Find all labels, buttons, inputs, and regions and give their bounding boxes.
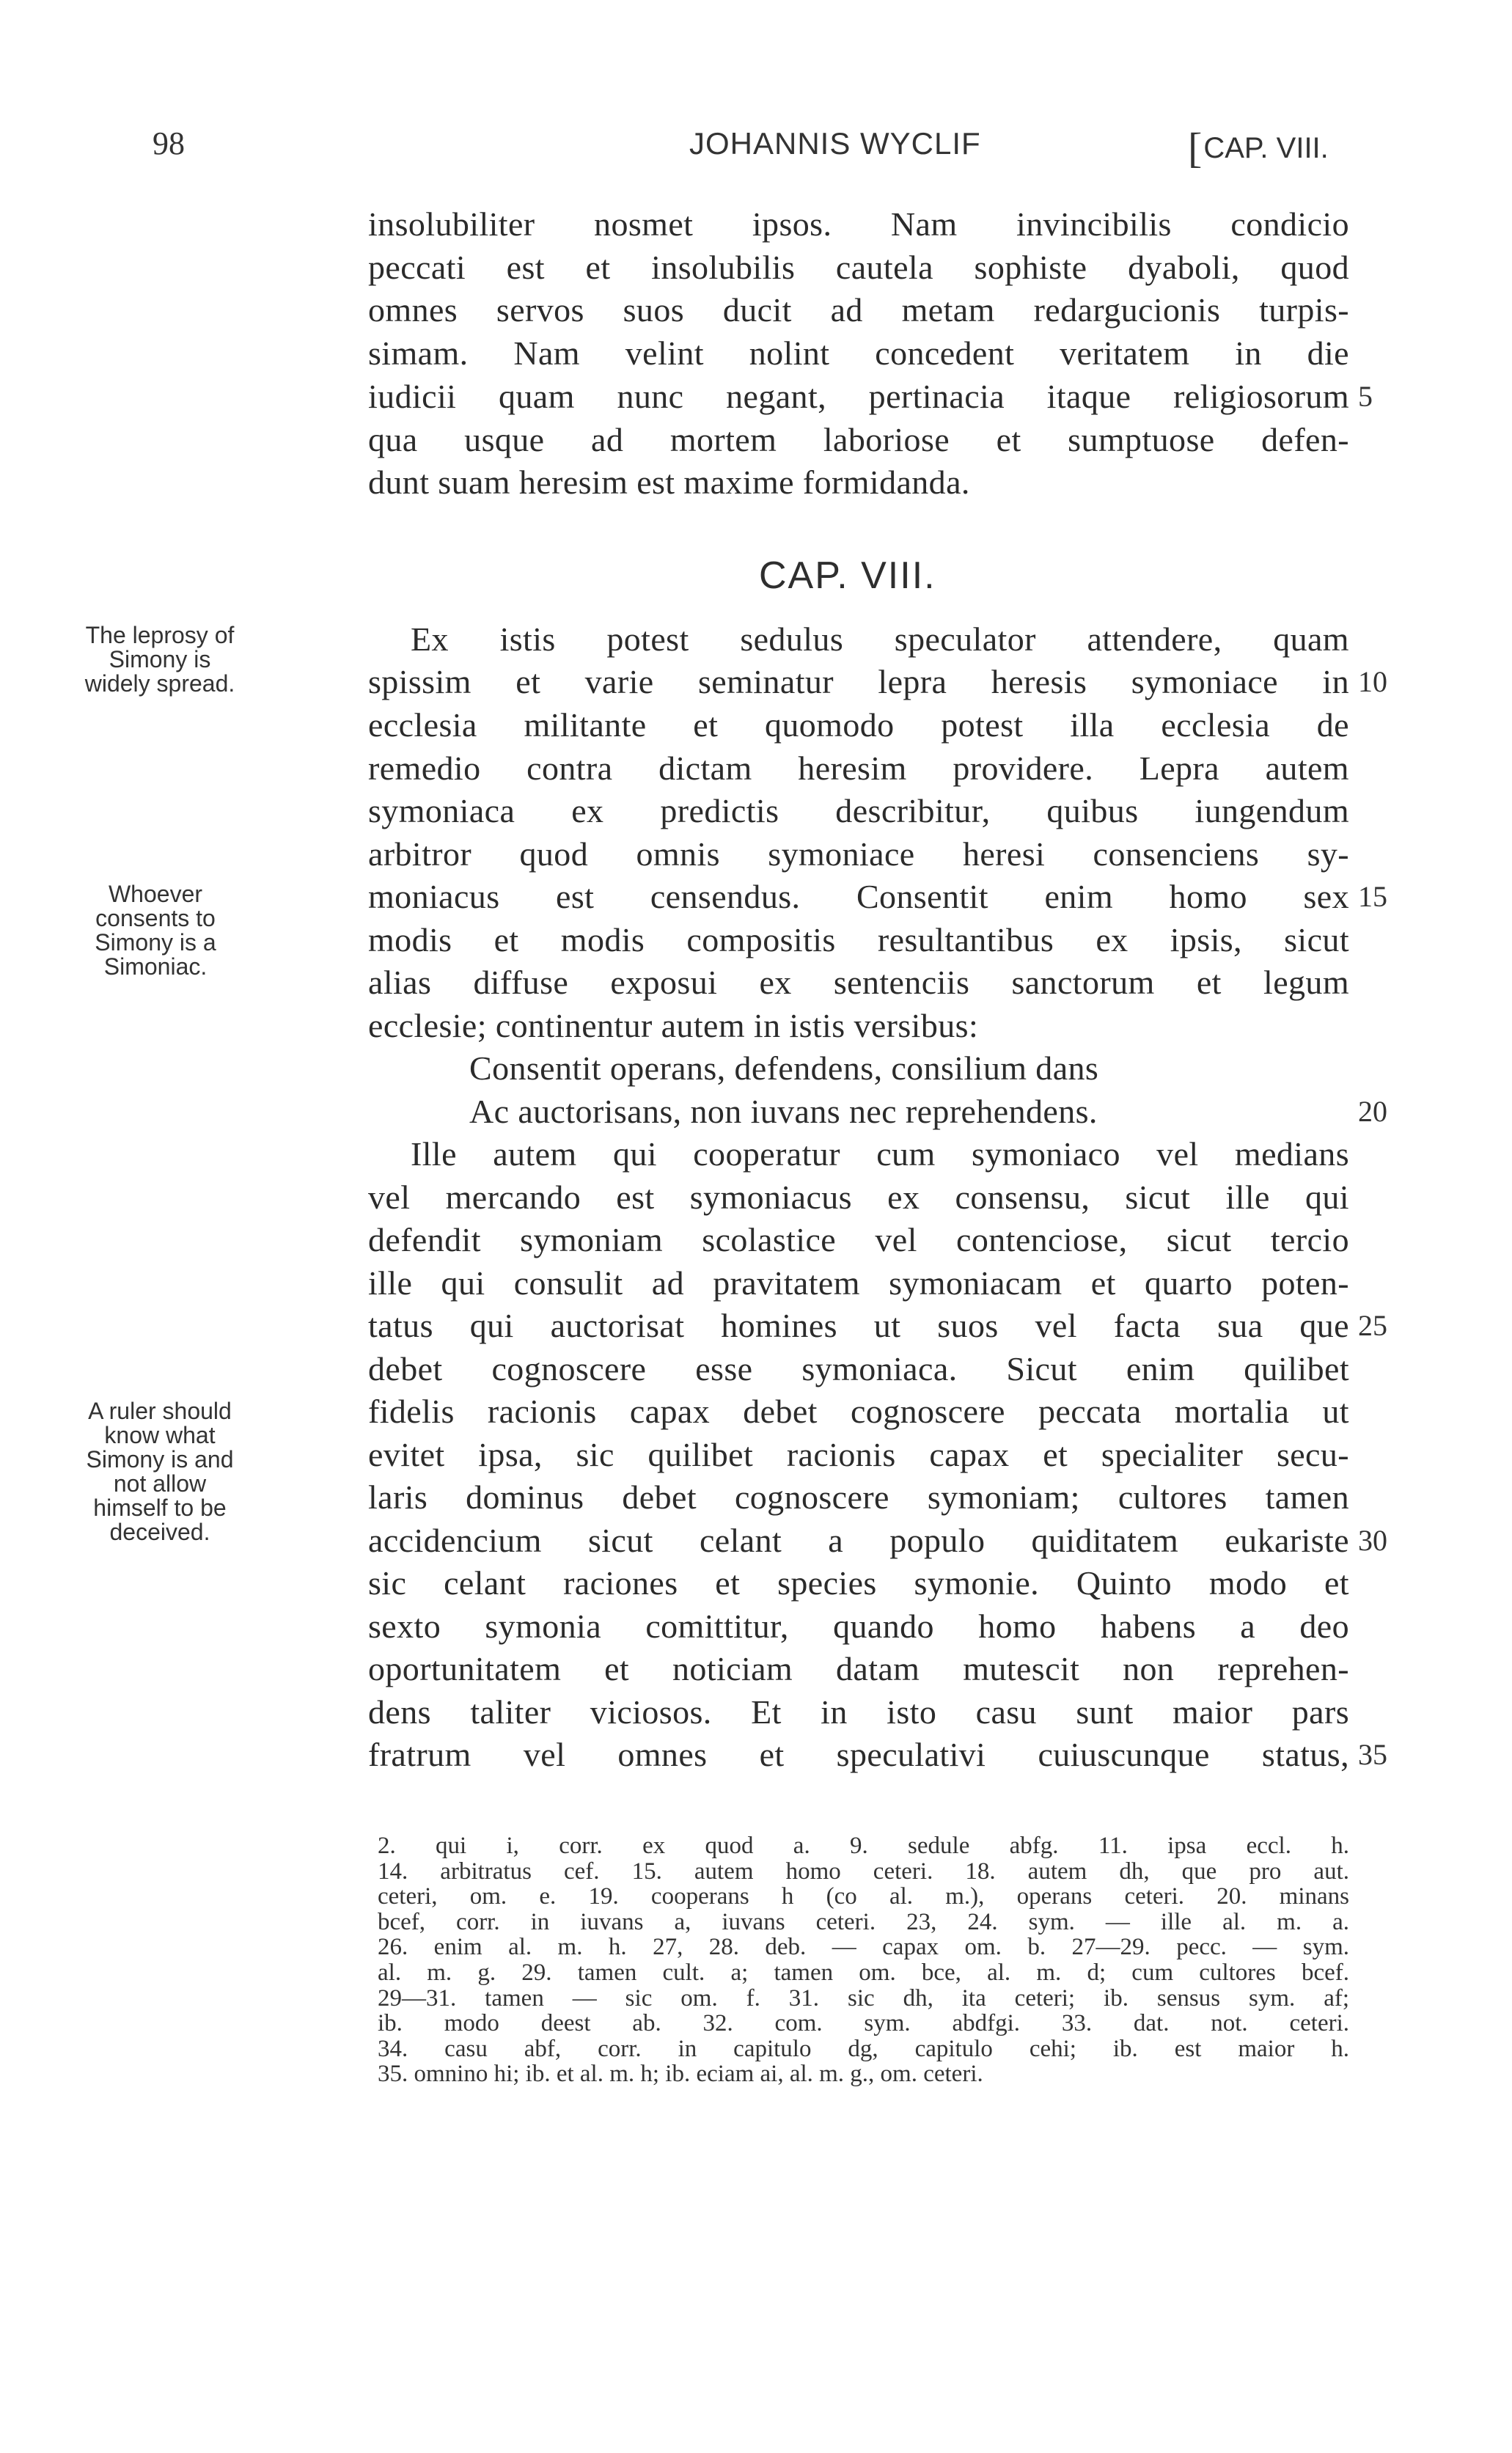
body-line: omnes servos suos ducit ad metam redargucionis turpis- [368,291,1349,329]
chapter-bracket: [ [1188,124,1203,172]
body-line: evitet ipsa, sic quilibet racionis capax et specialiter secu- [368,1436,1349,1473]
side-note-line: Simony is [109,646,211,672]
body-line: Ille autem qui cooperatur cum symoniaco vel medians [411,1135,1349,1173]
line-number: 25 [1358,1309,1387,1342]
side-note-line: Simony is and [86,1446,234,1473]
running-chapter [1188,122,1329,170]
side-note-line: A ruler should [88,1398,232,1424]
side-note-line: The leprosy of [85,622,235,648]
side-note-line: know what [104,1422,216,1448]
body-line: modis et modis compositis resultantibus ex ipsis, sicut [368,921,1349,958]
side-note-line: Simony is a [95,929,216,956]
body-line: sic celant raciones et species symonie. Quinto modo et [368,1564,1349,1602]
footnote-line: 2. qui i, corr. ex quod a. 9. sedule abfg. 11. ipsa eccl. h. [378,1833,1349,1859]
body-line: symoniaca ex predictis describitur, quibus iungendum [368,792,1349,829]
page-number: 98 [153,125,185,161]
chapter-heading: CAP. VIII. [759,554,936,597]
body-line: sexto symonia comittitur, quando homo habens a deo [368,1607,1349,1645]
body-line: accidencium sicut celant a populo quiditatem eukariste [368,1522,1349,1559]
footnote-line: 26. enim al. m. h. 27, 28. deb. — capax om. b. 27—29. pecc. — sym. [378,1934,1349,1961]
body-line: ille qui consulit ad pravitatem symoniacam et quarto poten- [368,1264,1349,1302]
running-chapter-label: CAP. VIII. [1203,132,1329,164]
body-line: Ex istis potest sedulus speculator attendere, quam [411,620,1349,658]
body-line: dunt suam heresim est maxime formidanda. [368,463,970,501]
body-line: remedio contra dictam heresim providere. Lepra autem [368,749,1349,787]
body-line: moniacus est censendus. Consentit enim homo sex [368,878,1349,915]
body-line: simam. Nam velint nolint concedent veritatem in die [368,334,1349,372]
footnote-line: 34. casu abf, corr. in capitulo dg, capitulo cehi; ib. est maior h. [378,2035,1349,2062]
body-line: alias diffuse exposui ex sentenciis sanctorum et legum [368,964,1349,1001]
body-line: spissim et varie seminatur lepra heresis symoniace in [368,663,1349,700]
side-note-consent [45,882,265,979]
line-number: 5 [1358,380,1373,413]
body-line: qua usque ad mortem laboriose et sumptuose defen- [368,421,1349,458]
body-line: debet cognoscere esse symoniaca. Sicut enim quilibet [368,1350,1349,1387]
side-note-line: Whoever [108,881,203,907]
footnote-line: bcef, corr. in iuvans a, iuvans ceteri. 23, 24. sym. — ille al. m. a. [378,1908,1349,1935]
body-line: vel mercando est symoniacus ex consensu, sicut ille qui [368,1178,1349,1216]
line-number: 10 [1358,665,1387,698]
body-line: fratrum vel omnes et speculativi cuiuscunque status, [368,1736,1349,1773]
side-note-line: consents to [95,905,216,931]
footnote-line: al. m. g. 29. tamen cult. a; tamen om. bce, al. m. d; cum cultores bcef. [378,1959,1349,1986]
footnote-line: ceteri, om. e. 19. cooperans h (co al. m.), operans ceteri. 20. minans [378,1883,1349,1910]
body-line: peccati est et insolubilis cautela sophiste dyaboli, quod [368,249,1349,286]
side-note-ruler [50,1399,270,1544]
body-line: oportunitatem et noticiam datam mutescit non reprehen- [368,1650,1349,1687]
side-note-line: himself to be [93,1495,227,1521]
body-line: insolubiliter nosmet ipsos. Nam invincibilis condicio [368,205,1349,243]
footnote-line: 35. omnino hi; ib. et al. m. h; ib. eciam ai, al. m. g., om. ceteri. [378,2061,983,2088]
line-number: 20 [1358,1095,1387,1128]
body-line: laris dominus debet cognoscere symoniam; cultores tamen [368,1478,1349,1516]
side-note-line: Simoniac. [103,953,208,980]
side-note-line: widely spread. [84,670,235,697]
body-line: iudicii quam nunc negant, pertinacia itaque religiosorum [368,378,1349,415]
footnote-line: ib. modo deest ab. 32. com. sym. abdfgi. 33. dat. not. ceteri. [378,2010,1349,2037]
line-number: 30 [1358,1524,1387,1557]
body-line: defendit symoniam scolastice vel contenciose, sicut tercio [368,1221,1349,1258]
body-line: dens taliter viciosos. Et in isto casu sunt maior pars [368,1693,1349,1731]
line-number: 15 [1358,880,1387,913]
footnote-line: 14. arbitratus cef. 15. autem homo ceteri. 18. autem dh, que pro aut. [378,1858,1349,1885]
side-note-line: not allow [113,1470,207,1497]
footnote-line: 29—31. tamen — sic om. f. 31. sic dh, ita ceteri; ib. sensus sym. af; [378,1984,1349,2012]
body-line: tatus qui auctorisat homines ut suos vel facta sua que [368,1307,1349,1344]
side-note-leprosy [50,623,270,696]
running-title: JOHANNIS WYCLIF [689,126,981,161]
body-line: fidelis racionis capax debet cognoscere peccata mortalia ut [368,1393,1349,1430]
body-line: Consentit operans, defendens, consilium dans [469,1049,1099,1087]
body-line: ecclesie; continentur autem in istis versibus: [368,1007,979,1044]
side-note-line: deceived. [109,1519,210,1545]
body-line: ecclesia militante et quomodo potest illa ecclesia de [368,706,1349,744]
body-line: arbitror quod omnis symoniace heresi consenciens sy- [368,835,1349,873]
body-line: Ac auctorisans, non iuvans nec reprehendens. [469,1093,1098,1130]
line-number: 35 [1358,1738,1387,1771]
